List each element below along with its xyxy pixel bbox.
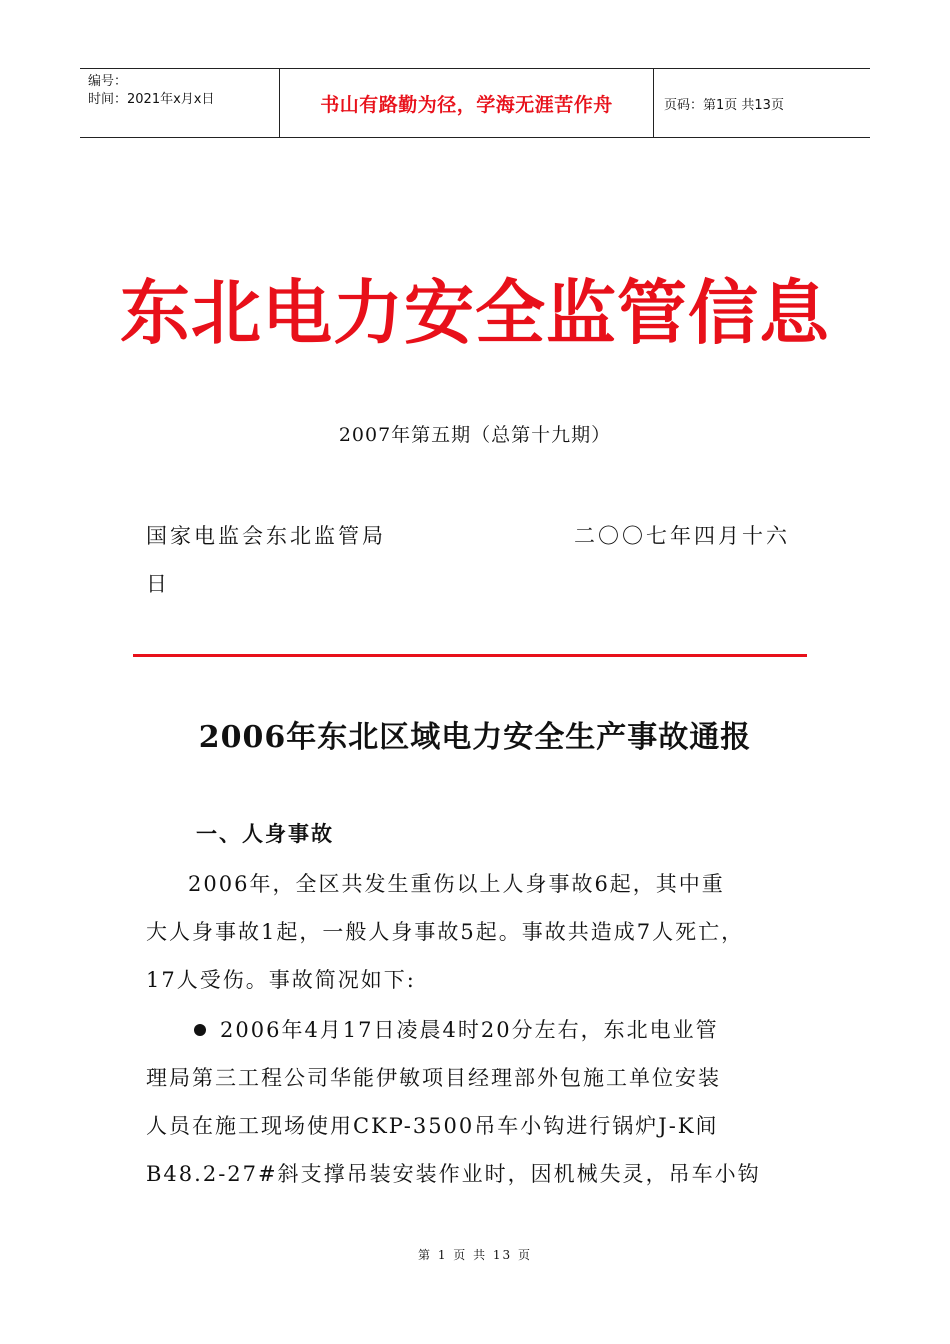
summary-paragraph [146,860,816,1004]
issue-date-tail: 日 [146,572,167,596]
motto-text: 书山有路勤为径，学海无涯苦作舟 [320,93,613,116]
header-meta-cell [80,69,280,137]
page-label: 页码：第1页 共13页 [664,97,784,113]
time-label: 时间：2021年x月x日 [88,92,215,107]
paragraph-line: 2006年，全区共发生重伤以上人身事故6起，其中重 [188,872,725,896]
masthead-title: 东北电力安全监管信息 [120,272,830,354]
issuer-name: 国家电监会东北监管局 [146,524,386,548]
header-page-cell [654,69,870,137]
paragraph-line-first [146,1006,816,1054]
paragraph-line: B48.2-27#斜支撑吊装安装作业时，因机械失灵，吊车小钩 [146,1162,761,1186]
page-footer: 第 1 页 共 13 页 [418,1248,532,1262]
document-title: 2006年东北区域电力安全生产事故通报 [198,720,752,755]
accident-paragraph [146,1006,816,1198]
issue-number: 2007年第五期（总第十九期） [338,424,612,446]
paragraph-line: 理局第三工程公司华能伊敏项目经理部外包施工单位安装 [146,1066,721,1090]
serial-label: 编号： [88,74,128,89]
red-divider [133,654,807,657]
paragraph-line: 17人受伤。事故简况如下: [146,968,416,992]
header-motto-cell [280,69,654,137]
paragraph-line: 2006年4月17日凌晨4时20分左右，东北电业管 [220,1018,719,1042]
issue-date: 二〇〇七年四月十六 [574,524,790,548]
paragraph-line: 人员在施工现场使用CKP-3500吊车小钩进行锅炉J-K间 [146,1114,719,1138]
section-heading: 一、人身事故 [196,822,334,846]
paragraph-line: 大人身事故1起，一般人身事故5起。事故共造成7人死亡， [146,920,745,944]
bullet-icon [194,1024,206,1036]
header-table [80,68,870,138]
